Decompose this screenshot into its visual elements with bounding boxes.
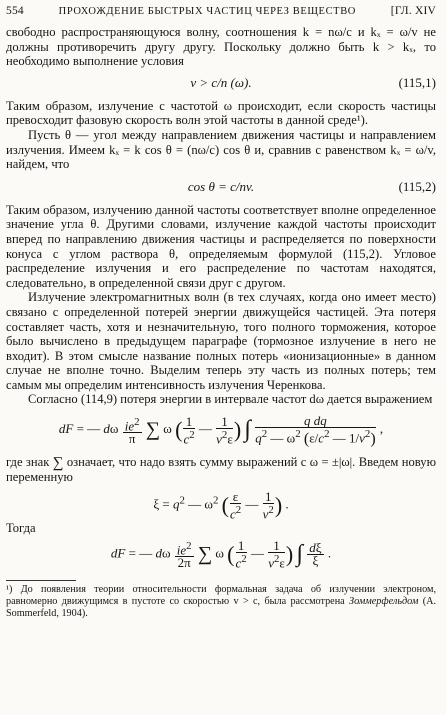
footnote-separator bbox=[6, 580, 76, 581]
running-header bbox=[6, 5, 436, 25]
running-title: ПРОХОЖДЕНИЕ БЫСТРЫХ ЧАСТИЦ ЧЕРЕЗ ВЕЩЕСТВО bbox=[58, 6, 356, 17]
paragraph-5: Излучение электромагнитных волн (в тех случаях, когда оно имеет место) связано с определенной потерей энергии движущейся частицей. Эта потеря составляет часть, хотя и незначительную, того полного торможения, которое было вычислено в предыдущем параграфе (тормозное излучение в него не входит). В этом смысле название полных потерь «ионизационные» в данном случае не вполне точно. Выделим теперь эту часть из полных потерь; тем самым мы определим интенсивность излучения Черенкова. bbox=[6, 290, 436, 392]
paragraph-2: Таким образом, излучение с частотой ω происходит, если скорость частицы превосходит фазовую скорость волн этой частоты в данной среде¹). bbox=[6, 98, 436, 128]
paragraph-7-end: означает, что надо взять сумму выражений с ω = ±|ω|. Введем новую переменную bbox=[6, 455, 437, 485]
footnote bbox=[6, 584, 436, 620]
paragraph-1: свободно распространяющуюся волну, соотношения k = nω/c и kₓ = ω/v не должны противоречить другу другу. Поскольку должно быть k > kₓ, то необходимо выполнение условия bbox=[6, 25, 436, 69]
footnote-text-end: (A. Sommerfeld, 1904). bbox=[6, 595, 436, 619]
chapter-label: [ГЛ. XIV bbox=[390, 5, 436, 17]
footnote-text-start: ¹) До появления теории относительности формальная задача об излучении электроном, равномерно движущимся в пустоте со скоростью v > c, была рассмотрена bbox=[6, 583, 436, 607]
footnote-author: Зоммерфельдом bbox=[349, 595, 419, 607]
equation-115-1 bbox=[6, 73, 436, 93]
variable-substitution-formula: $\xi = q^2$ — $\omega^2$ ( $\frac{\varepsilon}{c^2}$ — $\frac{1}{v^2}$ ) . bbox=[153, 489, 289, 522]
paragraph-6: Согласно (114,9) потеря энергии в интервале частот dω дается выражением bbox=[28, 392, 433, 407]
page-number: 554 bbox=[6, 5, 24, 17]
equation-115-2-body: cos θ = c/nv. bbox=[187, 178, 255, 194]
paragraph-7-start: где знак bbox=[6, 455, 53, 470]
equation-115-2-number: (115,2) bbox=[398, 178, 436, 194]
paragraph-3: Пусть θ — угол между направлением движения частицы и направлением излучения. Имеем kₓ = k cos θ = (nω/c) cos θ и, сравнив с равенством kₓ = ω/v, найдем, что bbox=[6, 127, 436, 172]
energy-loss-formula: dF = — dω $\frac{ie^2}{\pi}$ ∑ ω ( $\frac{1}{c^2}$ — $\frac{1}{v^2\varepsilon}$ ) ∫ $\frac{\text{q dq}}{q^2 — \omega^2 (\varepsilon/c^2 — 1/v^2)}$ , bbox=[58, 413, 384, 448]
paragraph-8: Тогда bbox=[6, 521, 36, 536]
paragraph-7 bbox=[6, 455, 436, 485]
equation-115-1-number: (115,1) bbox=[398, 74, 436, 90]
equation-115-1-body: v > c/n (ω). bbox=[190, 74, 252, 90]
sum-sign: ∑ bbox=[52, 454, 64, 471]
paragraph-4: Таким образом, излучению данной частоты соответствует вполне определенное значение угла θ. Другими словами, излучение каждой частоты происходит вперед по направлению движения частицы и распределяется по поверхности конуса с углом раствора θ, определяемым формулой (115,2). Угловое распределение излучения и его распределение по частотам находятся, следовательно, в определенной связи друг с другом. bbox=[6, 202, 436, 290]
equation-115-2 bbox=[6, 177, 436, 197]
energy-loss-xi-formula: dF = — dω $\frac{ie^2}{2\pi}$ ∑ ω ( $\frac{1}{c^2}$ — $\frac{1}{v^2\varepsilon}$ ) ∫ $\frac{d\xi}{\xi}$ . bbox=[110, 537, 332, 570]
